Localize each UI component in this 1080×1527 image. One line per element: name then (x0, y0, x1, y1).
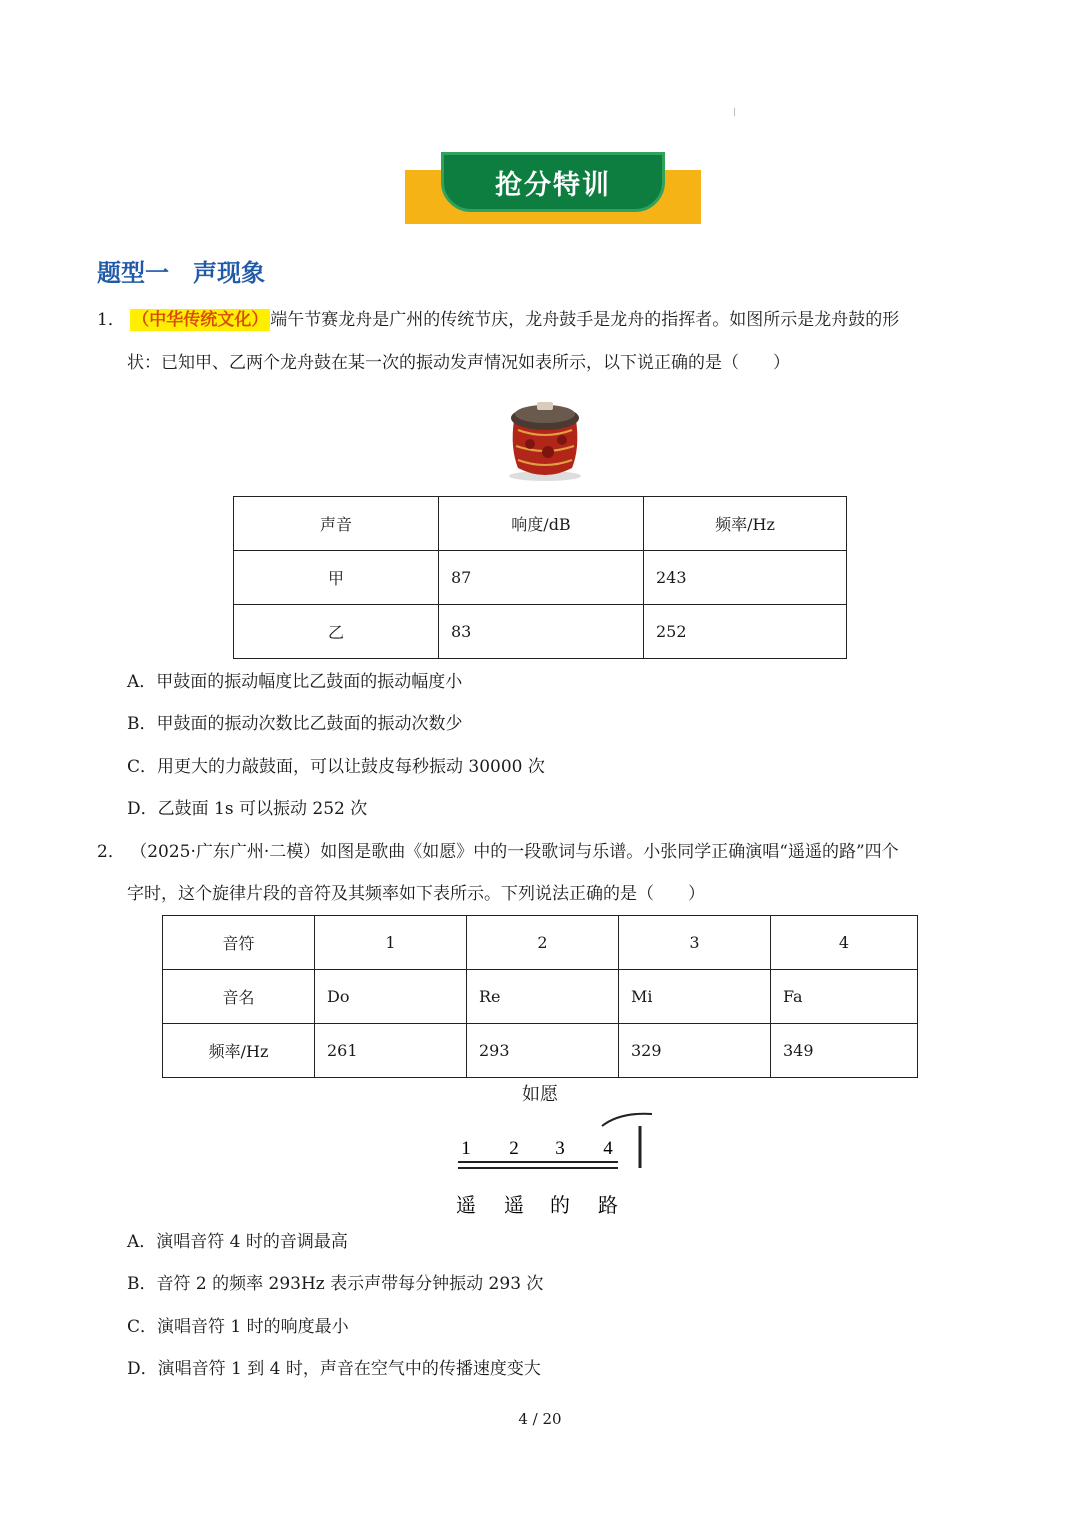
table-header: 音符 (163, 916, 315, 970)
q2-option-d: D．演唱音符 1 到 4 时，声音在空气中的传播速度变大 (127, 1359, 541, 1379)
table-cell: 243 (644, 551, 847, 605)
q1-option-a: A．甲鼓面的振动幅度比乙鼓面的振动幅度小 (127, 672, 463, 692)
q1-number: 1． (97, 310, 125, 330)
q2-number: 2． (97, 842, 125, 862)
score-note: 4 (603, 1138, 613, 1159)
table-cell: 1 (315, 916, 467, 970)
table-cell: Do (315, 970, 467, 1024)
table-cell: 乙 (234, 605, 439, 659)
table-row (163, 970, 918, 1024)
score-lyric: 的 (550, 1193, 570, 1217)
q1-option-c: C．用更大的力敲鼓面，可以让鼓皮每秒振动 30000 次 (127, 757, 545, 777)
score-title: 如愿 (522, 1084, 558, 1105)
score-note: 2 (509, 1138, 519, 1159)
banner-title: 抢分特训 (495, 169, 611, 201)
q1-text-1: 端午节赛龙舟是广州的传统节庆，龙舟鼓手是龙舟的指挥者。如图所示是龙舟鼓的形 (270, 310, 900, 330)
table-cell: 83 (439, 605, 644, 659)
q2-text-1: （2025·广东广州·二模）如图是歌曲《如愿》中的一段歌词与乐谱。小张同学正确演唱“遥遥的路”四个 (130, 842, 899, 862)
table-cell: 3 (619, 916, 771, 970)
score-note: 3 (555, 1138, 565, 1159)
q2-line1 (97, 841, 899, 863)
scan-mark (734, 108, 735, 116)
q1-option-d: D．乙鼓面 1s 可以振动 252 次 (127, 799, 368, 819)
table-cell: 甲 (234, 551, 439, 605)
q2-table (162, 915, 918, 1078)
q1-tag: （中华传统文化） (132, 310, 269, 330)
table-header: 声音 (234, 497, 439, 551)
q1-line1 (97, 309, 899, 331)
table-header: 频率/Hz (163, 1024, 315, 1078)
score-lyric: 路 (598, 1193, 618, 1217)
table-cell: 293 (467, 1024, 619, 1078)
table-cell: 261 (315, 1024, 467, 1078)
music-score (450, 1108, 660, 1220)
score-lyric: 遥 (504, 1193, 524, 1217)
q2-option-a: A．演唱音符 4 时的音调最高 (127, 1232, 348, 1252)
table-row (234, 605, 847, 659)
banner-green-pill (441, 152, 665, 212)
section-title: 题型一 声现象 (97, 259, 265, 287)
score-note: 1 (461, 1138, 471, 1159)
table-cell: Re (467, 970, 619, 1024)
table-cell: Fa (771, 970, 918, 1024)
banner (405, 152, 701, 224)
q1-table (233, 496, 847, 659)
q2-option-b: B．音符 2 的频率 293Hz 表示声带每分钟振动 293 次 (127, 1274, 544, 1294)
table-row (163, 916, 918, 970)
table-row (163, 1024, 918, 1078)
q2-line2: 字时，这个旋律片段的音符及其频率如下表所示。下列说法正确的是（ ） (127, 884, 705, 904)
table-header: 响度/dB (439, 497, 644, 551)
table-cell: Mi (619, 970, 771, 1024)
slur-mark (602, 1114, 652, 1126)
score-lyric: 遥 (456, 1193, 476, 1217)
table-row (234, 497, 847, 551)
table-row (234, 551, 847, 605)
q2-option-c: C．演唱音符 1 时的响度最小 (127, 1317, 349, 1337)
table-header: 频率/Hz (644, 497, 847, 551)
q1-option-b: B．甲鼓面的振动次数比乙鼓面的振动次数少 (127, 714, 463, 734)
page-number: 4 / 20 (518, 1410, 562, 1428)
dragon-boat-drum-image (504, 396, 586, 484)
q1-line2: 状：已知甲、乙两个龙舟鼓在某一次的振动发声情况如表所示，以下说正确的是（ ） (127, 353, 790, 373)
table-cell: 4 (771, 916, 918, 970)
table-cell: 87 (439, 551, 644, 605)
table-cell: 329 (619, 1024, 771, 1078)
table-cell: 349 (771, 1024, 918, 1078)
table-header: 音名 (163, 970, 315, 1024)
table-cell: 252 (644, 605, 847, 659)
table-cell: 2 (467, 916, 619, 970)
